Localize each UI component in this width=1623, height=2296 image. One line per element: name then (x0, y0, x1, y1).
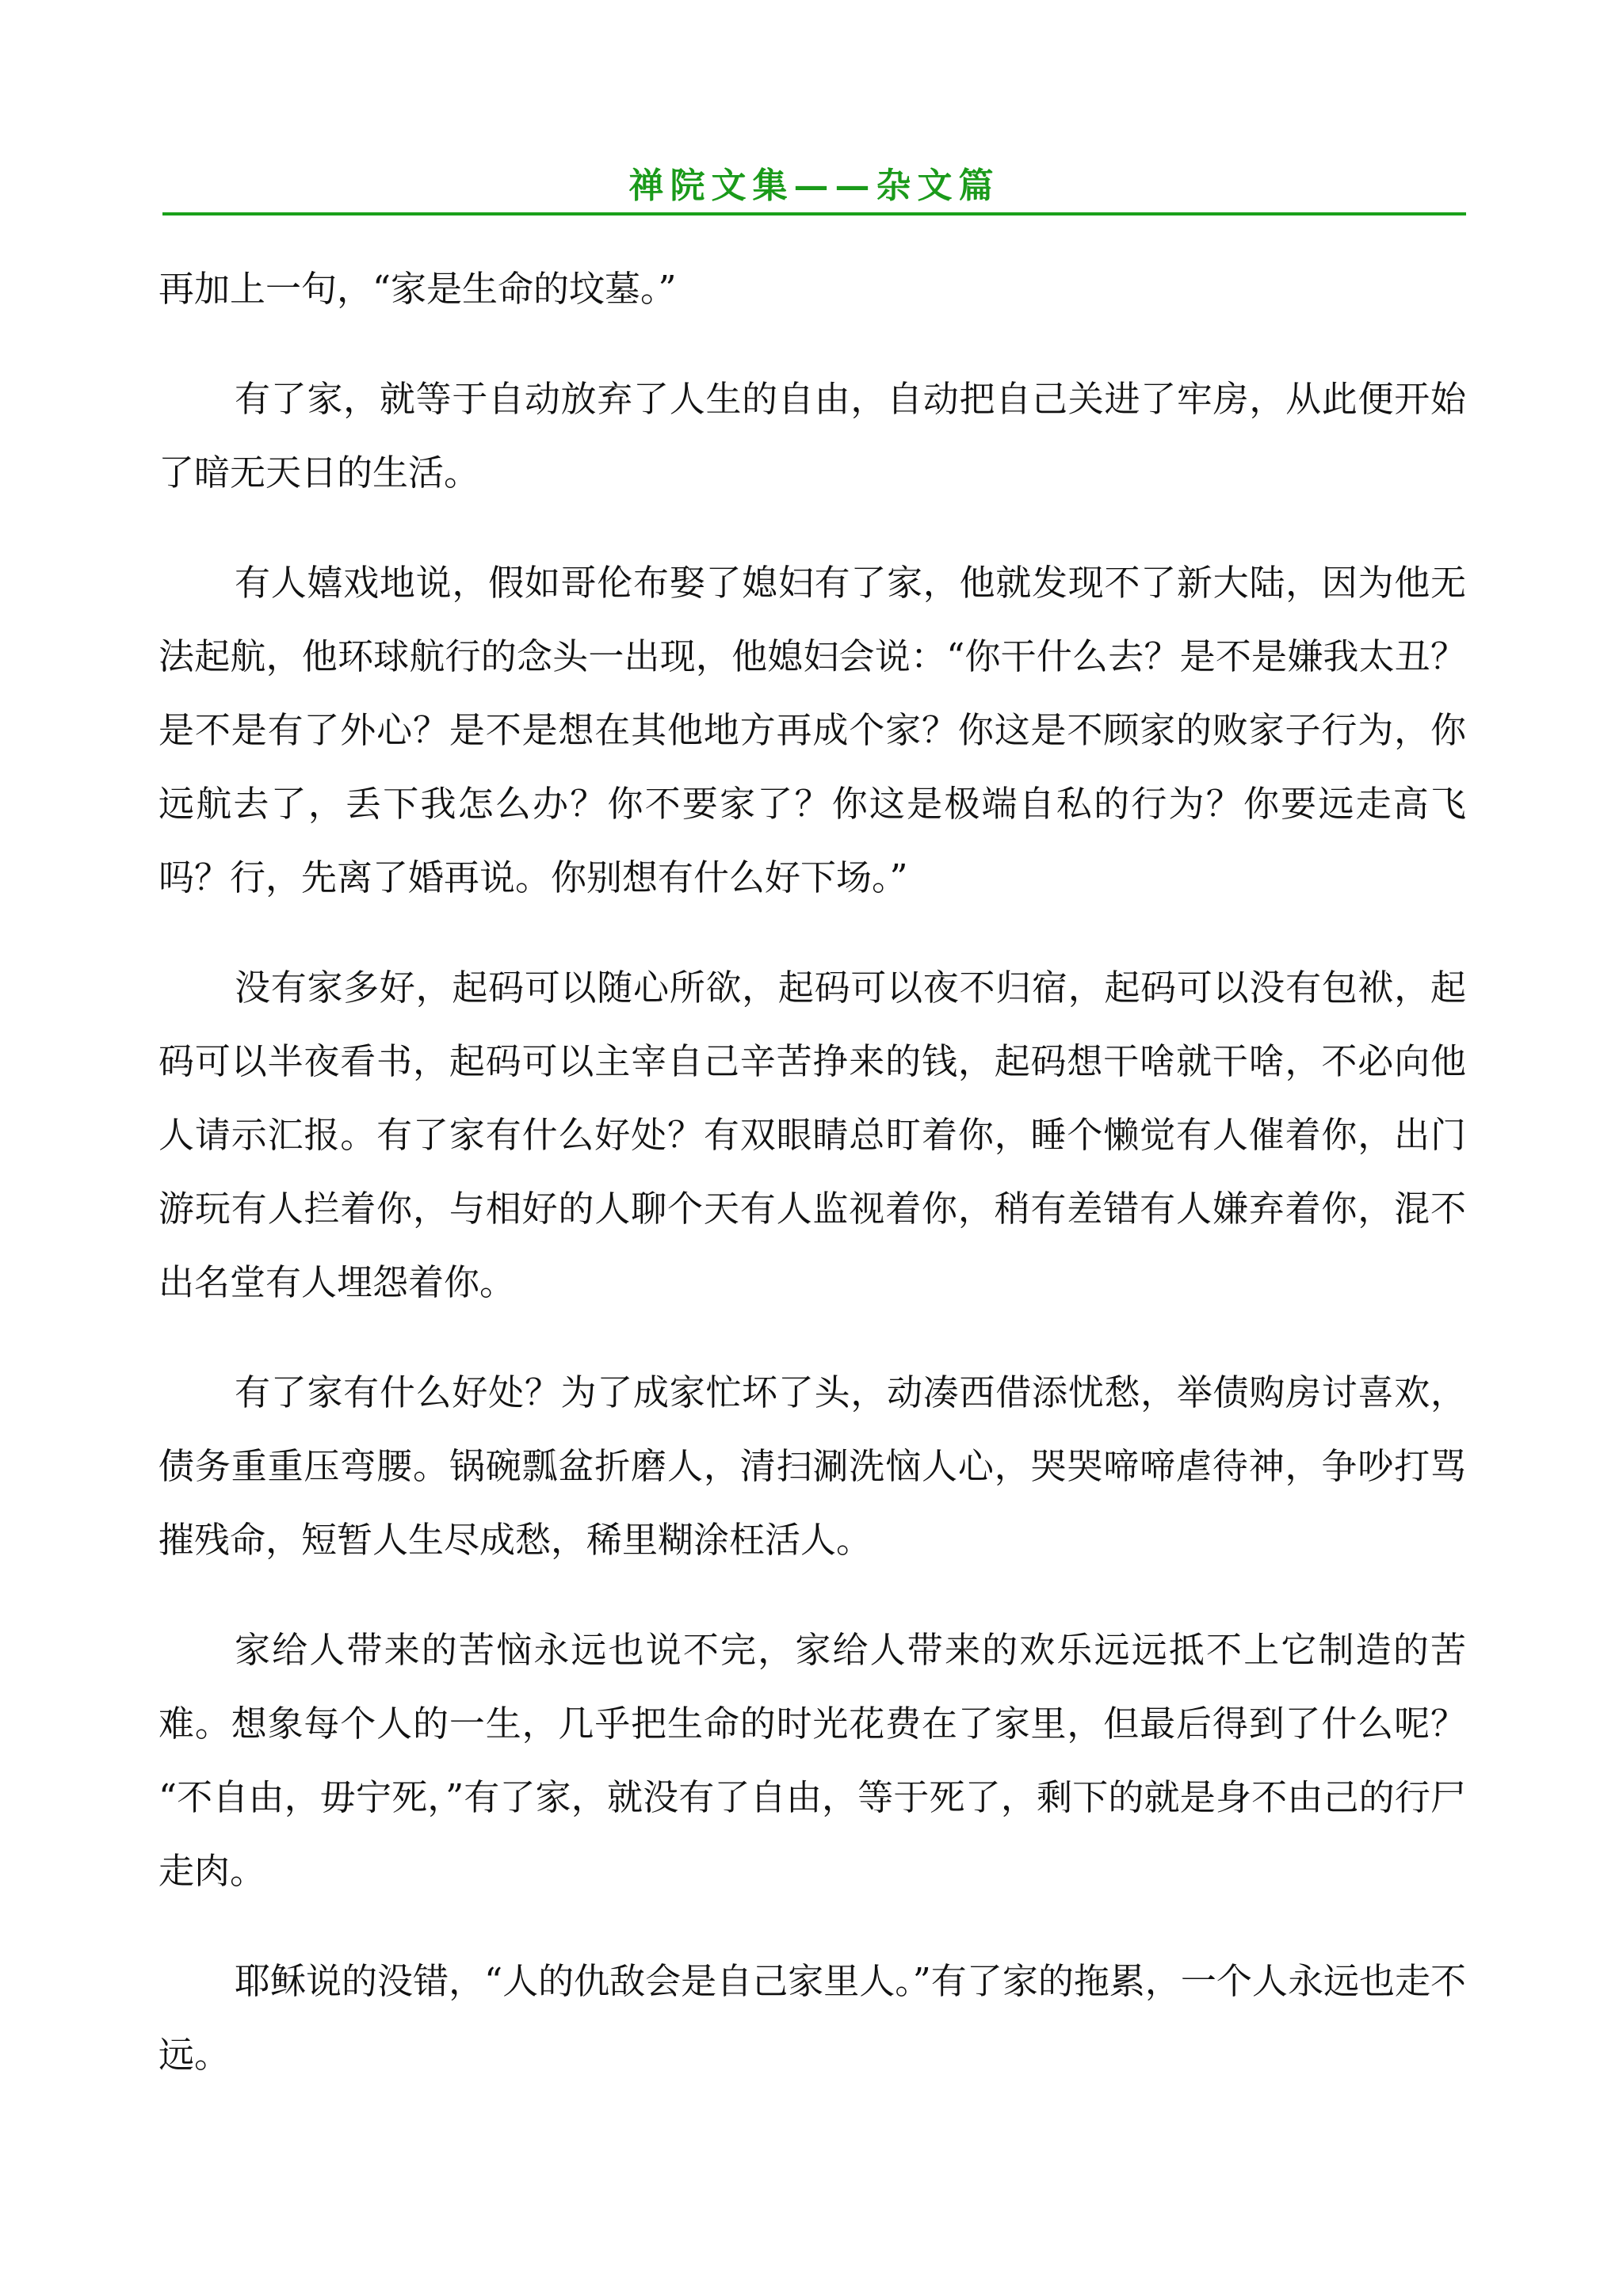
paragraph-7: 耶稣说的没错，“人的仇敌会是自己家里人。”有了家的拖累，一个人永远也走不远。 (158, 1960, 1466, 2076)
paragraph-1: 再加上一句，“家是生命的坟墓。” (158, 268, 677, 310)
article-body (158, 252, 1466, 2128)
paragraph-5: 有了家有什么好处？为了成家忙坏了头，动凑西借添忧愁，举债购房讨喜欢，债务重重压弯腰。锅碗瓢盆折磨人，清扫涮洗恼人心，哭哭啼啼虐待神，争吵打骂摧残命，短暂人生尽成愁，稀里糊涂枉活人。 (158, 1371, 1466, 1561)
header-divider (162, 212, 1466, 215)
paragraph-3: 有人嬉戏地说，假如哥伦布娶了媳妇有了家，他就发现不了新大陆，因为他无法起航，他环球航行的念头一出现，他媳妇会说：“你干什么去？是不是嫌我太丑？是不是有了外心？是不是想在其他地方再成个家？你这是不顾家的败家子行为，你远航去了，丢下我怎么办？你不要家了？你这是极端自私的行为？你要远走高飞吗？行，先离了婚再说。你别想有什么好下场。” (158, 562, 1466, 898)
header-title: 禅院文集——杂文篇 (628, 166, 1000, 206)
paragraph-6: 家给人带来的苦恼永远也说不完，家给人带来的欢乐远远抵不上它制造的苦难。想象每个人的一生，几乎把生命的时光花费在了家里，但最后得到了什么呢？ “不自由，毋宁死，”有了家，就没有了自由，等于死了，剩下的就是身不由己的行尸走肉。 (158, 1629, 1466, 1892)
paragraph-4: 没有家多好，起码可以随心所欲，起码可以夜不归宿，起码可以没有包袱，起码可以半夜看书，起码可以主宰自己辛苦挣来的钱，起码想干啥就干啥，不必向他人请示汇报。有了家有什么好处？有双眼睛总盯着你，睡个懒觉有人催着你，出门游玩有人拦着你，与相好的人聊个天有人监视着你，稍有差错有人嫌弃着你，混不出名堂有人埋怨着你。 (158, 967, 1466, 1303)
paragraph-2: 有了家，就等于自动放弃了人生的自由，自动把自己关进了牢房，从此便开始了暗无天日的生活。 (158, 378, 1466, 494)
running-header (162, 158, 1466, 214)
